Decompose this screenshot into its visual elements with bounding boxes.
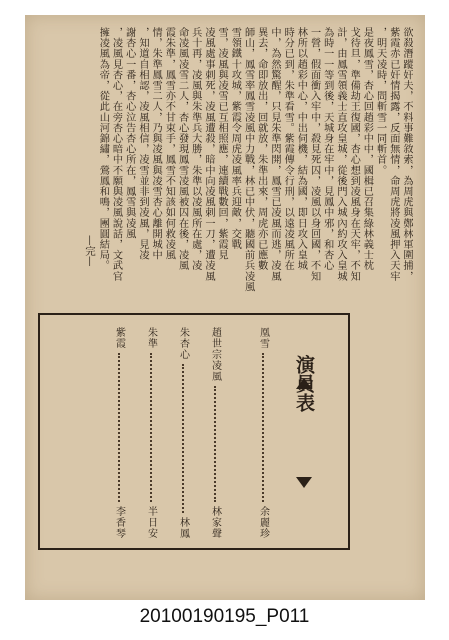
dotted-leader bbox=[214, 386, 216, 502]
cast-role: 趙世宗凌風 bbox=[209, 327, 221, 382]
cast-role: 朱杏心 bbox=[177, 327, 189, 360]
cast-actor: 李香琴 bbox=[113, 506, 125, 539]
cast-role: 凰雪 bbox=[257, 327, 269, 349]
synopsis-text: 欲殺潛蹤奸夫，不料事難敘索，為周虎與鄭林軍圍捕， 紫霞赤已奸情揭露，反面無情，命周虎將凌風押入天牢 ，明天凌時，問斬雪一同斬首。 是夜鳳雪，杏心回趙彩中中，國楫已召集綠林義士枕 戈待旦，準備劫王復國，杏心想到凌風身在天牢，不知 計，由鳳雪領義士直攻皇城，從後門入城內約攻入皇城 為時一一等到後，天城身在牢中，見鳳中邪，和杏心 一營，假面衝入牢中，殺見死囚，凌風以身回國，不知 林所以趙彩中心，中出伺機，結為國，即日攻入皇城 時分已到，朱準看雪。紫霞傳令行刑，以遠凌風所在 中，為然驚醒，只見朱準閃開，鳳雪已凌風而逃，凌風 異去，命即放出，回就放，朱準出來，周虎亦已應數 師山，鳳雪率鳳雪凌風中力戰，林已中伏，聽國前兵凌風 雪領鐵十攻城，紫霞令周虎凌風率兵迎敵，交戰 雪，凌風與凌雪已互相照應，連續戰數回，紫霞見 凌風處事刺死，凌風遭殺，暗中向凌風刺一刀，遭凌風 兵十再，凌風與朱準兵大勝，朱準以凌風所在處，凌 命凌風凌雪二人，杏心發現鳳雪凌風被囚在後，凌風 霞朱準，鳳雪亦不甘束手，鳳雪不知該如何救凌風 情，朱準鳳雪二人，乃與凌風與凌雪杏心離開城中 ，知道自相認，凌風相信，凌雪並非到凌風，見凌 謝杏心一番，杏心泣告杏心所在，鳳雪與凌風 ，凌風見杏心，在旁杏心暗中不願與凌風說話，文武官 擁凌風為帝，從此山河錦繡，鶯鳳和鳴，團圓結局。 bbox=[97, 27, 412, 292]
cast-actor: 林鳳 bbox=[177, 517, 189, 539]
dotted-leader bbox=[118, 353, 120, 502]
dotted-leader bbox=[182, 364, 184, 513]
cast-actor: 林家聲 bbox=[209, 506, 221, 539]
end-mark: —完— bbox=[84, 235, 96, 267]
cast-role: 朱準 bbox=[145, 327, 157, 349]
cast-table-title: 演員表 bbox=[293, 355, 315, 412]
cast-row bbox=[111, 327, 127, 539]
cast-table-box bbox=[38, 313, 350, 550]
cast-row bbox=[207, 327, 223, 539]
dotted-leader bbox=[262, 353, 264, 502]
triangle-down-icon bbox=[296, 477, 312, 488]
cast-row bbox=[175, 327, 191, 539]
cast-actor: 余麗珍 bbox=[257, 506, 269, 539]
image-caption: 20100190195_P011 bbox=[139, 606, 310, 627]
cast-row bbox=[143, 327, 159, 539]
cast-row bbox=[255, 327, 271, 539]
cast-actor: 半日安 bbox=[145, 506, 157, 539]
cast-role: 紫霞 bbox=[113, 327, 125, 349]
dotted-leader bbox=[150, 353, 152, 502]
